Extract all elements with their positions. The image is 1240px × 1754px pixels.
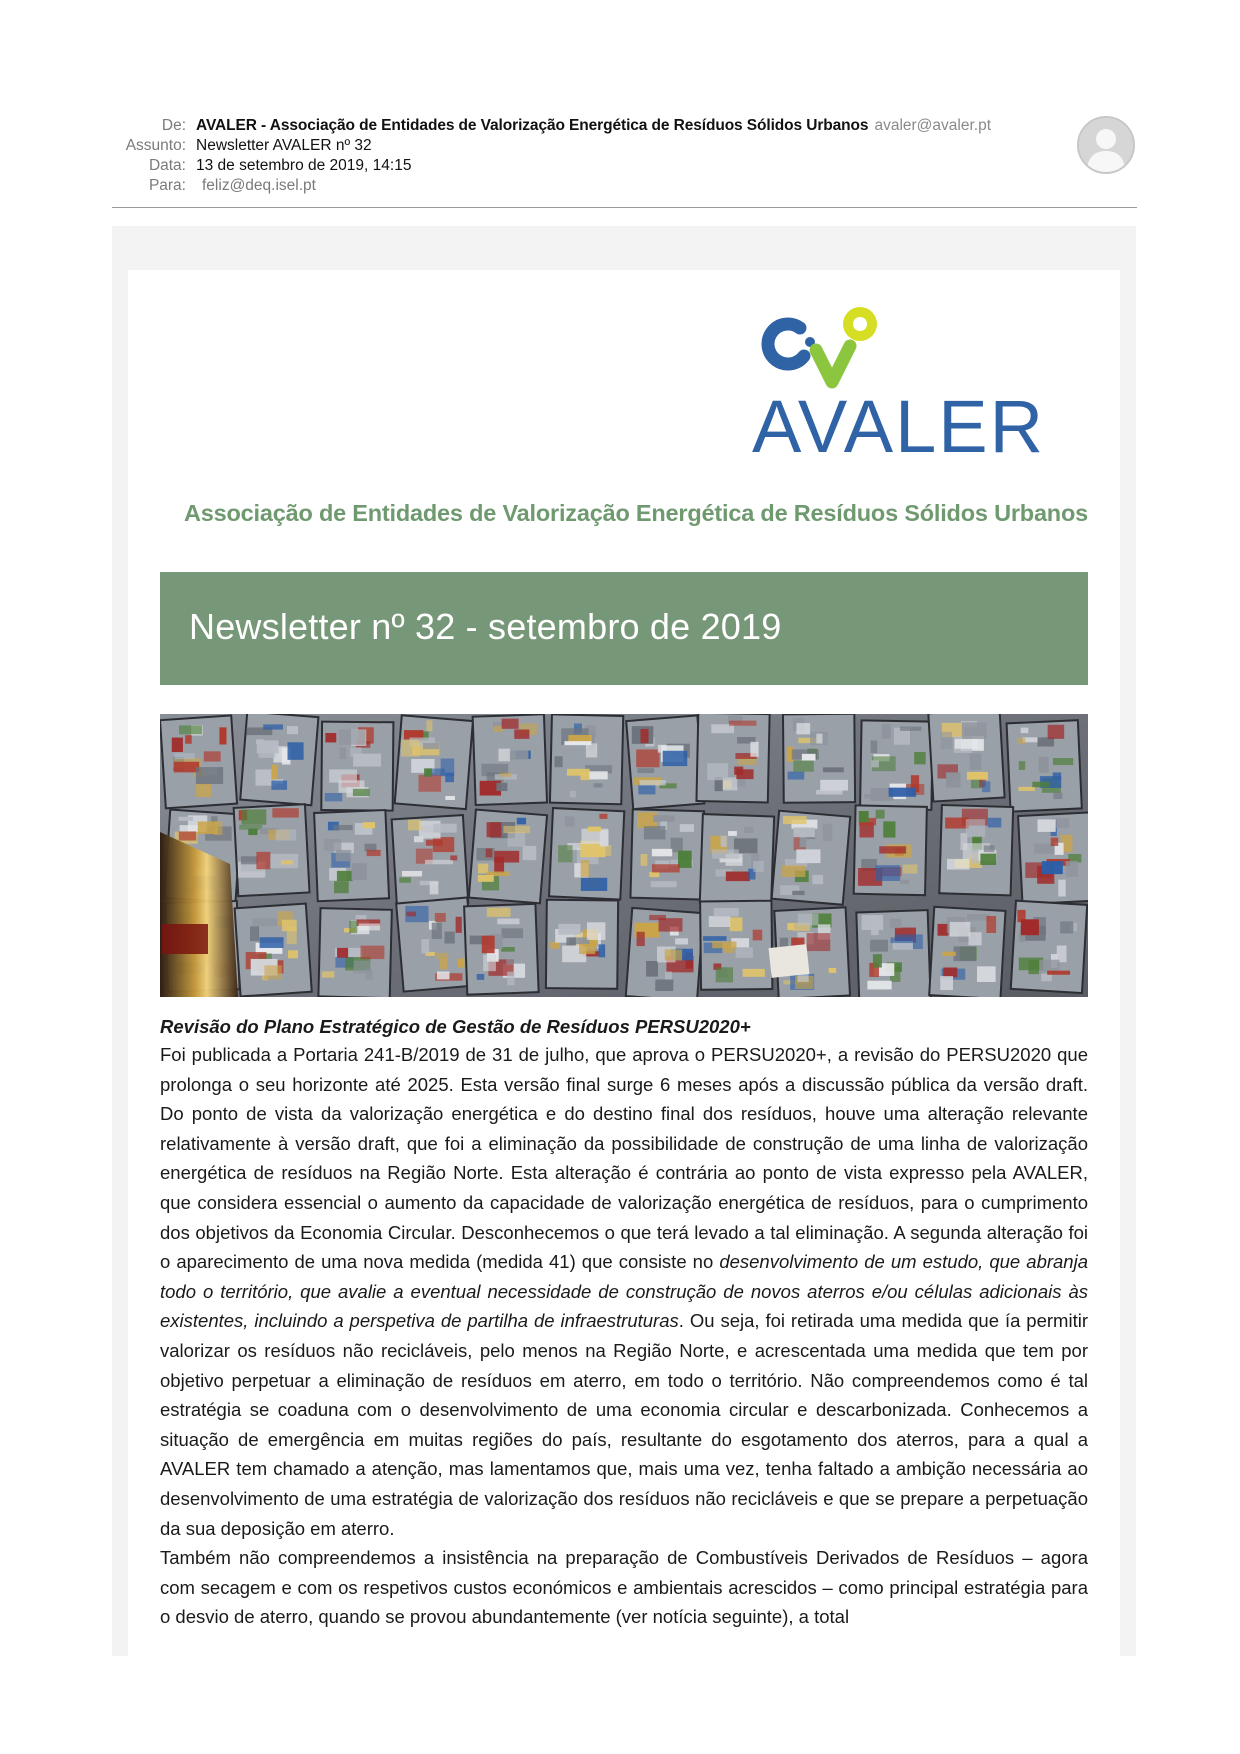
avaler-logo bbox=[750, 300, 1080, 470]
date-label: Data: bbox=[148, 157, 186, 174]
article-title: Revisão do Plano Estratégico de Gestão de Resíduos PERSU2020+ bbox=[160, 1016, 751, 1037]
subject-value: Newsletter AVALER nº 32 bbox=[196, 137, 372, 154]
header-divider bbox=[112, 207, 1137, 208]
article-paragraph-2: Também não compreendemos a insistência na preparação de Combustíveis Derivados de Resíduos – agora com secagem e com os respetivos custos económicos e ambientais acrescidos – como principal estratégia para o desvio de aterro, quando se provou abundantemente (ver notícia seguinte), a total bbox=[160, 1547, 1088, 1628]
banner-title: Newsletter nº 32 - setembro de 2019 bbox=[189, 606, 782, 647]
paragraph-1-text-b: . Ou seja, foi retirada uma medida que ía permitir valorizar os resíduos não recicláveis, pelo menos na Região Norte, e acrescentada uma medida que tem por objetivo perpetuar a eliminação de resíduos em aterro, em todo o território. Não compreendemos como é tal estratégia se coaduna com o desenvolvimento de uma economia circular e descarbonizada. Conhecemos a situação de emergência em muitas regiões do país, resultante do esgotamento dos aterros, para a qual a AVALER tem chamado a atenção, mas lamentamos que, mais uma vez, tenha faltado a ambição necessária ao desenvolvimento de uma estratégia de valorização dos resíduos não recicláveis e que se prepare a perpetuação da sua deposição em aterro. bbox=[160, 1310, 1088, 1539]
email-header bbox=[112, 116, 1136, 196]
paragraph-1-text-a: Foi publicada a Portaria 241-B/2019 de 31 de julho, que aprova o PERSU2020+, a revisão do PERSU2020 que prolonga o seu horizonte até 2025. Esta versão final surge 6 meses após a discussão pública da versão draft. Do ponto de vista da valorização energética e do destino final dos resíduos, houve uma alteração relevante relativamente à versão draft, que foi a eliminação da possibilidade de construção de uma linha de valorização energética de resíduos na Região Norte. Esta alteração é contrária ao ponto de vista expresso pela AVALER, que considera essencial o aumento da capacidade de valorização energética de resíduos, para o cumprimento dos objetivos da Economia Circular. Desconhecemos o que terá levado a tal eliminação. A segunda alteração foi o aparecimento de uma nova medida (medida 41) que consiste no bbox=[160, 1044, 1088, 1273]
newsletter-banner bbox=[160, 572, 1088, 685]
person-icon bbox=[1079, 118, 1133, 172]
subject-label: Assunto: bbox=[125, 137, 186, 154]
from-label: De: bbox=[161, 117, 186, 134]
logo-wordmark: AVALER bbox=[752, 385, 1046, 468]
to-row bbox=[112, 176, 1136, 196]
compressed-cans-photo bbox=[160, 714, 1088, 997]
avatar bbox=[1077, 116, 1135, 174]
date-value: 13 de setembro de 2019, 14:15 bbox=[196, 157, 412, 174]
article-paragraph-1 bbox=[160, 1040, 1088, 1543]
sender-name: AVALER - Associação de Entidades de Valorização Energética de Resíduos Sólidos Urbanos bbox=[196, 117, 869, 134]
paragraph-1-quote: desenvolvimento de um estudo, que abranja todo o território, que avalie a eventual necessidade de construção de novos aterros e/ou células adicionais às existentes, incluindo a perspetiva de partilha de infraestruturas bbox=[160, 1251, 1088, 1332]
hero-image bbox=[160, 714, 1088, 997]
date-row bbox=[112, 156, 1136, 176]
sender-email[interactable]: avaler@avaler.pt bbox=[874, 117, 991, 134]
article bbox=[160, 1014, 1088, 1654]
from-row bbox=[112, 116, 1136, 136]
to-label: Para: bbox=[148, 177, 186, 194]
tagline: Associação de Entidades de Valorização Energética de Resíduos Sólidos Urbanos bbox=[183, 500, 1088, 526]
subject-row bbox=[112, 136, 1136, 156]
recipient-email[interactable]: feliz@deq.isel.pt bbox=[202, 177, 316, 194]
